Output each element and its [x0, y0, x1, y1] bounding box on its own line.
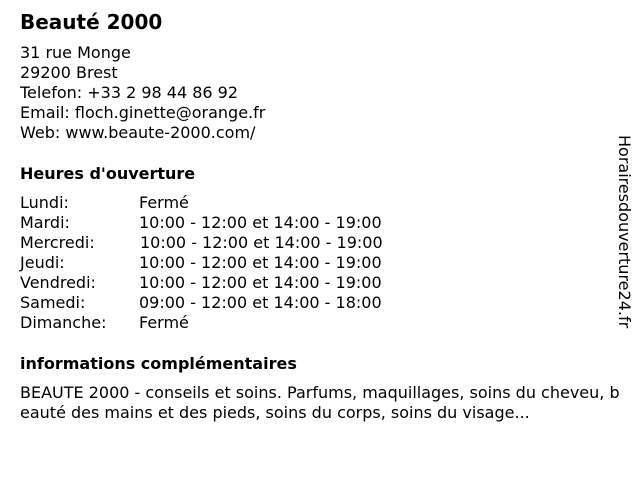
- day-label: Vendredi:: [20, 273, 96, 292]
- business-name: Beauté 2000: [20, 10, 163, 34]
- day-label: Jeudi:: [20, 253, 65, 272]
- additional-info-heading: informations complémentaires: [20, 354, 297, 373]
- contact-block: [20, 43, 265, 143]
- address-city: 29200 Brest: [20, 63, 118, 82]
- hours-row-saturday: [20, 293, 440, 313]
- hours-row-monday: [20, 193, 440, 213]
- day-hours: 10:00 - 12:00 et 14:00 - 19:00: [139, 253, 382, 272]
- address-street: 31 rue Monge: [20, 43, 131, 62]
- day-label: Mardi:: [20, 213, 70, 232]
- hours-row-thursday: [20, 253, 440, 273]
- day-hours: 09:00 - 12:00 et 14:00 - 18:00: [139, 293, 382, 312]
- opening-hours-table: [20, 193, 440, 333]
- day-hours: Fermé: [139, 313, 189, 332]
- day-label: Lundi:: [20, 193, 69, 212]
- hours-row-friday: [20, 273, 440, 293]
- day-label: Mercredi:: [20, 233, 95, 252]
- day-label: Dimanche:: [20, 313, 107, 332]
- hours-row-wednesday: [20, 233, 440, 253]
- day-hours: 10:00 - 12:00 et 14:00 - 19:00: [140, 233, 383, 252]
- hours-row-tuesday: [20, 213, 440, 233]
- phone-number[interactable]: Telefon: +33 2 98 44 86 92: [20, 83, 239, 102]
- day-hours: 10:00 - 12:00 et 14:00 - 19:00: [139, 273, 382, 292]
- hours-row-sunday: [20, 313, 440, 333]
- day-hours: 10:00 - 12:00 et 14:00 - 19:00: [139, 213, 382, 232]
- site-watermark: Horairesdouverture24.fr: [615, 135, 634, 329]
- day-label: Samedi:: [20, 293, 86, 312]
- website-link[interactable]: Web: www.beaute-2000.com/: [20, 123, 256, 142]
- opening-hours-heading: Heures d'ouverture: [20, 164, 196, 183]
- additional-info-text: BEAUTE 2000 - conseils et soins. Parfums, maquillages, soins du cheveu, beauté des mains et des pieds, soins du corps, soins du visage...: [20, 383, 620, 422]
- email-address[interactable]: Email: floch.ginette@orange.fr: [20, 103, 266, 122]
- day-hours: Fermé: [139, 193, 189, 212]
